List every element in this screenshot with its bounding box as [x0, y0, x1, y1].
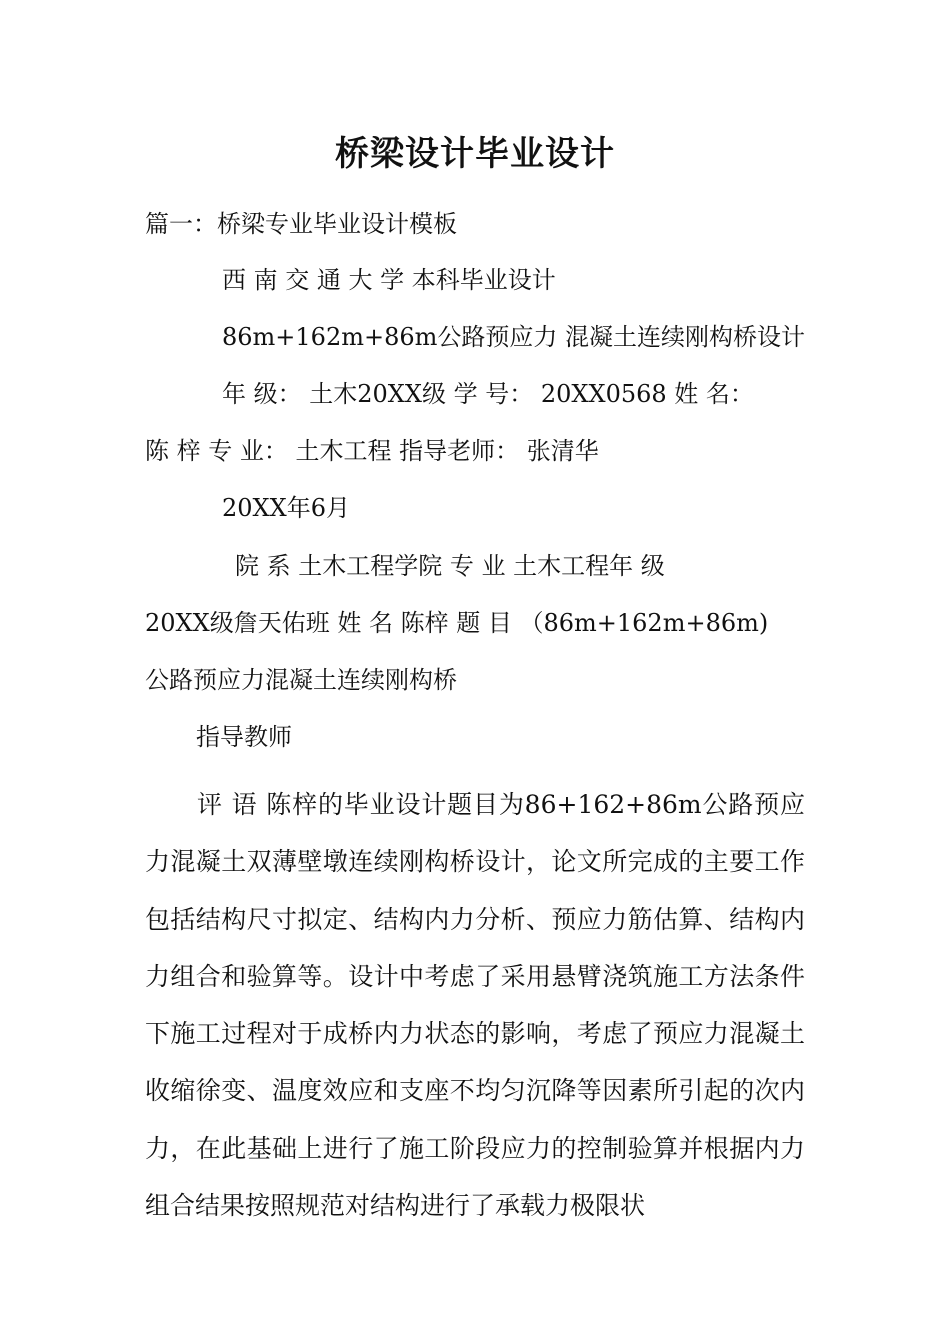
- department-line: 院 系 土木工程学院 专 业 土木工程年 级: [235, 552, 665, 580]
- university-line: 西 南 交 通 大 学 本科毕业设计: [222, 266, 556, 294]
- evaluation-paragraph: 评 语 陈梓的毕业设计题目为86+162+86m公路预应力混凝土双薄壁墩连续刚构桥设计，论文所完成的主要工作包括结构尺寸拟定、结构内力分析、预应力筋估算、结构内力组合和验算等。设计中考虑了采用悬臂浇筑施工方法条件下施工过程对于成桥内力状态的影响，考虑了预应力混凝土收缩徐变、温度效应和支座不均匀沉降等因素所引起的次内力，在此基础上进行了施工阶段应力的控制验算并根据内力组合结果按照规范对结构进行了承载力极限状: [145, 790, 805, 1221]
- thesis-topic-line: 86m+162m+86m公路预应力 混凝土连续刚构桥设计: [222, 323, 806, 351]
- date-line: 20XX年6月: [222, 494, 350, 522]
- advisor-heading: 指导教师: [196, 723, 292, 751]
- section-heading: 篇一：桥梁专业毕业设计模板: [145, 210, 457, 238]
- document-title: 桥梁设计毕业设计: [335, 134, 615, 174]
- class-title-line: 20XX级詹天佑班 姓 名 陈梓 题 目 （86m+162m+86m): [145, 609, 769, 637]
- bridge-title-line: 公路预应力混凝土连续刚构桥: [145, 666, 457, 694]
- advisor-info-line: 陈 梓 专 业： 土木工程 指导老师： 张清华: [145, 437, 599, 465]
- student-info-line: 年 级： 土木20XX级 学 号： 20XX0568 姓 名：: [222, 380, 754, 408]
